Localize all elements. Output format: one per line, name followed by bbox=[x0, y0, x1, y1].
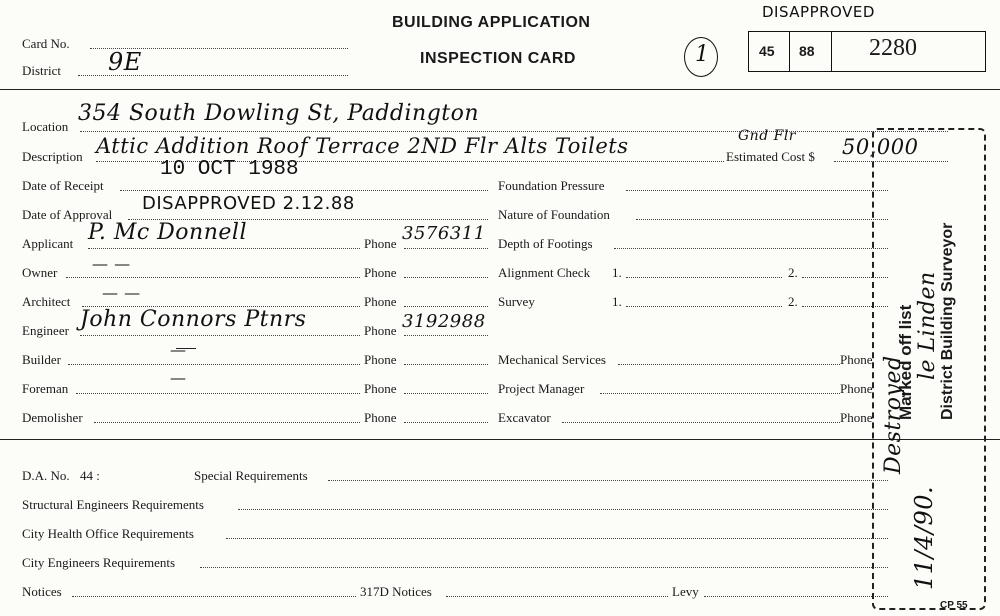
excavator-line bbox=[562, 422, 840, 423]
card-title-line2: INSPECTION CARD bbox=[420, 50, 576, 67]
city-health-requirements-label: City Health Office Requirements bbox=[22, 526, 194, 541]
notices-line bbox=[72, 596, 356, 597]
builder-label: Builder bbox=[22, 352, 61, 367]
project-manager-phone-label: Phone bbox=[840, 381, 873, 396]
architect-phone-line bbox=[404, 306, 488, 307]
da-no-label: D.A. No. bbox=[22, 468, 70, 483]
handwritten-destroyed: Destroyed bbox=[881, 355, 906, 474]
mechanical-services-label: Mechanical Services bbox=[498, 352, 606, 367]
handwritten-date: 11/4/90. bbox=[910, 485, 938, 590]
applicant-phone: 3576311 bbox=[402, 223, 486, 244]
structural-requirements-line bbox=[238, 509, 888, 510]
foreman-line bbox=[76, 393, 360, 394]
excavator-phone-label: Phone bbox=[840, 410, 873, 425]
foundation-pressure-label: Foundation Pressure bbox=[498, 178, 605, 193]
survey-num2: 2. bbox=[788, 294, 798, 309]
builder-phone-label: Phone bbox=[364, 352, 397, 367]
location-line bbox=[80, 131, 948, 132]
builder-value: — bbox=[170, 340, 187, 359]
date-of-approval-label: Date of Approval bbox=[22, 207, 113, 222]
nature-of-foundation-line bbox=[636, 219, 888, 220]
district-label: District bbox=[22, 63, 61, 78]
requirements-divider bbox=[0, 439, 1000, 440]
levy-label: Levy bbox=[672, 584, 699, 599]
engineer-label: Engineer bbox=[22, 323, 69, 338]
demolisher-phone-label: Phone bbox=[364, 410, 397, 425]
mechanical-services-line bbox=[618, 364, 840, 365]
stamp-district-surveyor: District Building Surveyor bbox=[939, 222, 956, 420]
alignment-check-num2: 2. bbox=[788, 265, 798, 280]
estimated-cost-value: 50,000 bbox=[842, 135, 919, 159]
demolisher-label: Demolisher bbox=[22, 410, 83, 425]
special-requirements-line bbox=[328, 480, 888, 481]
card-no-label: Card No. bbox=[22, 36, 70, 51]
engineer-line bbox=[80, 335, 360, 336]
architect-label: Architect bbox=[22, 294, 71, 309]
circled-number: 1 bbox=[684, 37, 718, 77]
file-box-cell3: 2280 bbox=[869, 35, 917, 61]
alignment-check-num1: 1. bbox=[612, 265, 622, 280]
file-box-cell1: 45 bbox=[759, 43, 775, 59]
file-box-cell2: 88 bbox=[799, 43, 815, 59]
city-engineers-requirements-label: City Engineers Requirements bbox=[22, 555, 176, 570]
date-of-receipt-line bbox=[120, 190, 488, 191]
engineer-phone-line bbox=[404, 335, 488, 336]
card-title-line1: BUILDING APPLICATION bbox=[392, 14, 591, 31]
description-label: Description bbox=[22, 149, 83, 164]
file-number-box bbox=[748, 31, 986, 72]
applicant-value: P. Mc Donnell bbox=[88, 220, 247, 245]
notices-317d-label: 317D Notices bbox=[360, 584, 432, 599]
description-superscript: Gnd Flr bbox=[738, 128, 796, 144]
nature-of-foundation-label: Nature of Foundation bbox=[498, 207, 610, 222]
excavator-label: Excavator bbox=[498, 410, 551, 425]
levy-line bbox=[704, 596, 888, 597]
da-no-value: 44 : bbox=[80, 468, 100, 483]
builder-phone-line bbox=[404, 364, 488, 365]
owner-phone-line bbox=[404, 277, 488, 278]
architect-phone-label: Phone bbox=[364, 294, 397, 309]
engineer-phone: 3192988 bbox=[402, 311, 486, 332]
form-code: CP 55 bbox=[940, 600, 968, 611]
location-label: Location bbox=[22, 119, 69, 134]
demolisher-line bbox=[94, 422, 360, 423]
depth-of-footings-line bbox=[614, 248, 888, 249]
description-value: Attic Addition Roof Terrace 2ND Flr Alts Toilets bbox=[96, 134, 629, 158]
applicant-label: Applicant bbox=[22, 236, 74, 251]
owner-line bbox=[66, 277, 360, 278]
depth-of-footings-label: Depth of Footings bbox=[498, 236, 593, 251]
builder-line bbox=[68, 364, 360, 365]
stamp-signature: le Linden bbox=[915, 271, 940, 380]
alignment-check-line1 bbox=[626, 277, 782, 278]
mechanical-services-phone-label: Phone bbox=[840, 352, 873, 367]
foreman-value: — bbox=[170, 368, 187, 387]
engineer-value: John Connors Ptnrs bbox=[80, 307, 307, 332]
notices-317d-line bbox=[446, 596, 668, 597]
location-value: 354 South Dowling St, Paddington bbox=[78, 101, 480, 126]
architect-value: — — bbox=[102, 283, 141, 302]
date-of-receipt-value: 10 OCT 1988 bbox=[160, 158, 299, 181]
stamp-marked-off: Marked off list bbox=[896, 304, 915, 420]
date-of-approval-value: DISAPPROVED 2.12.88 bbox=[142, 193, 355, 214]
structural-requirements-label: Structural Engineers Requirements bbox=[22, 497, 204, 512]
foreman-phone-line bbox=[404, 393, 488, 394]
owner-phone-label: Phone bbox=[364, 265, 397, 280]
survey-num1: 1. bbox=[612, 294, 622, 309]
status-note: DISAPPROVED bbox=[762, 3, 875, 21]
date-of-receipt-label: Date of Receipt bbox=[22, 178, 104, 193]
applicant-line bbox=[88, 248, 360, 249]
special-requirements-label: Special Requirements bbox=[194, 468, 308, 483]
header-divider bbox=[0, 89, 1000, 90]
city-engineers-requirements-line bbox=[200, 567, 888, 568]
engineer-phone-label: Phone bbox=[364, 323, 397, 338]
applicant-phone-label: Phone bbox=[364, 236, 397, 251]
survey-label: Survey bbox=[498, 294, 535, 309]
applicant-phone-line bbox=[404, 248, 488, 249]
project-manager-label: Project Manager bbox=[498, 381, 585, 396]
foreman-phone-label: Phone bbox=[364, 381, 397, 396]
project-manager-line bbox=[600, 393, 840, 394]
alignment-check-label: Alignment Check bbox=[498, 265, 591, 280]
foreman-label: Foreman bbox=[22, 381, 69, 396]
owner-value: — — bbox=[92, 254, 131, 273]
foundation-pressure-line bbox=[626, 190, 888, 191]
estimated-cost-label: Estimated Cost $ bbox=[726, 149, 815, 164]
district-value: 9E bbox=[108, 48, 142, 76]
city-health-requirements-line bbox=[226, 538, 888, 539]
owner-label: Owner bbox=[22, 265, 58, 280]
survey-line1 bbox=[626, 306, 782, 307]
notices-label: Notices bbox=[22, 584, 62, 599]
demolisher-phone-line bbox=[404, 422, 488, 423]
